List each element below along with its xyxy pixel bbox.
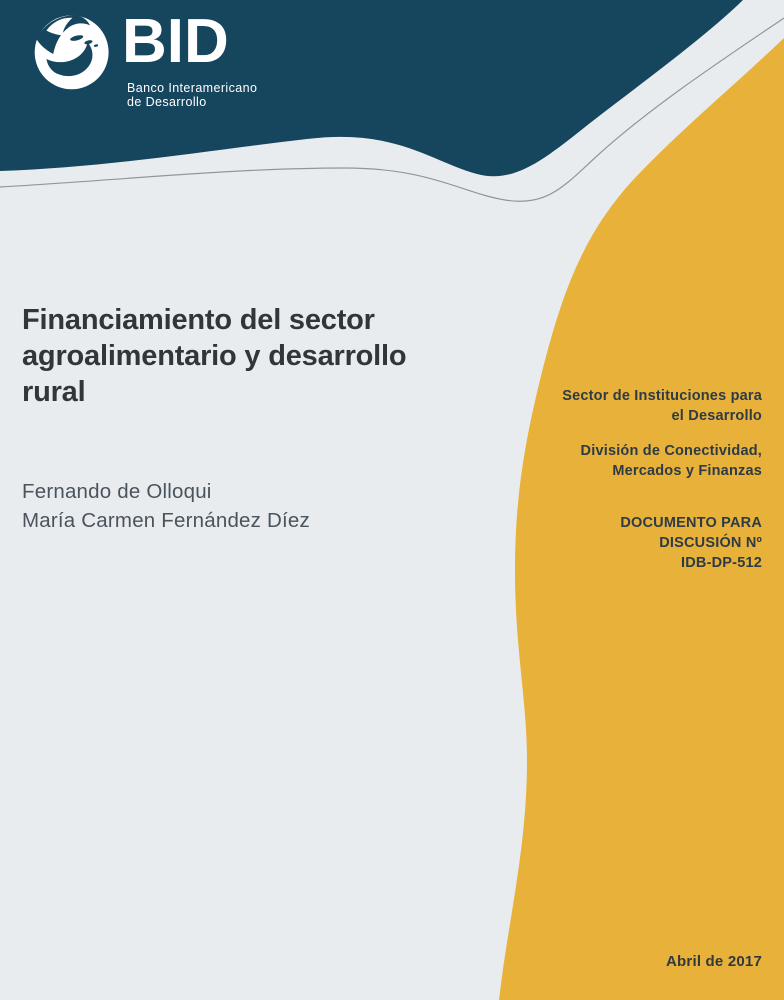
publication-date: Abril de 2017 (666, 953, 762, 970)
cover-title (22, 302, 492, 410)
author-name: Fernando de Olloqui (22, 480, 212, 503)
division-label (502, 441, 762, 481)
bid-logo-name-line1: Banco Interamericano (127, 81, 258, 95)
sector-label-line2: el Desarrollo (671, 408, 762, 424)
sector-label-line1: Sector de Instituciones para (562, 388, 762, 404)
sector-label (502, 386, 762, 426)
cover-title-line2: agroalimentario y desarrollo (22, 340, 407, 372)
cover-title-line3: rural (22, 376, 86, 408)
division-label-line1: División de Conectividad, (580, 443, 762, 459)
bid-logo-name (127, 81, 257, 109)
document-number: IDB-DP-512 (681, 555, 762, 571)
document-number-label (502, 513, 762, 573)
document-type-line1: DOCUMENTO PARA (620, 515, 762, 531)
division-label-line2: Mercados y Finanzas (612, 463, 762, 479)
document-type-line2: DISCUSIÓN Nº (659, 535, 762, 551)
bid-logo-name-line2: de Desarrollo (127, 95, 207, 109)
bid-logo-acronym: BID (122, 7, 229, 76)
author-name: María Carmen Fernández Díez (22, 509, 310, 532)
author-list (22, 477, 442, 535)
bid-globe-americas-icon (32, 12, 118, 96)
cover-title-line1: Financiamiento del sector (22, 304, 375, 336)
